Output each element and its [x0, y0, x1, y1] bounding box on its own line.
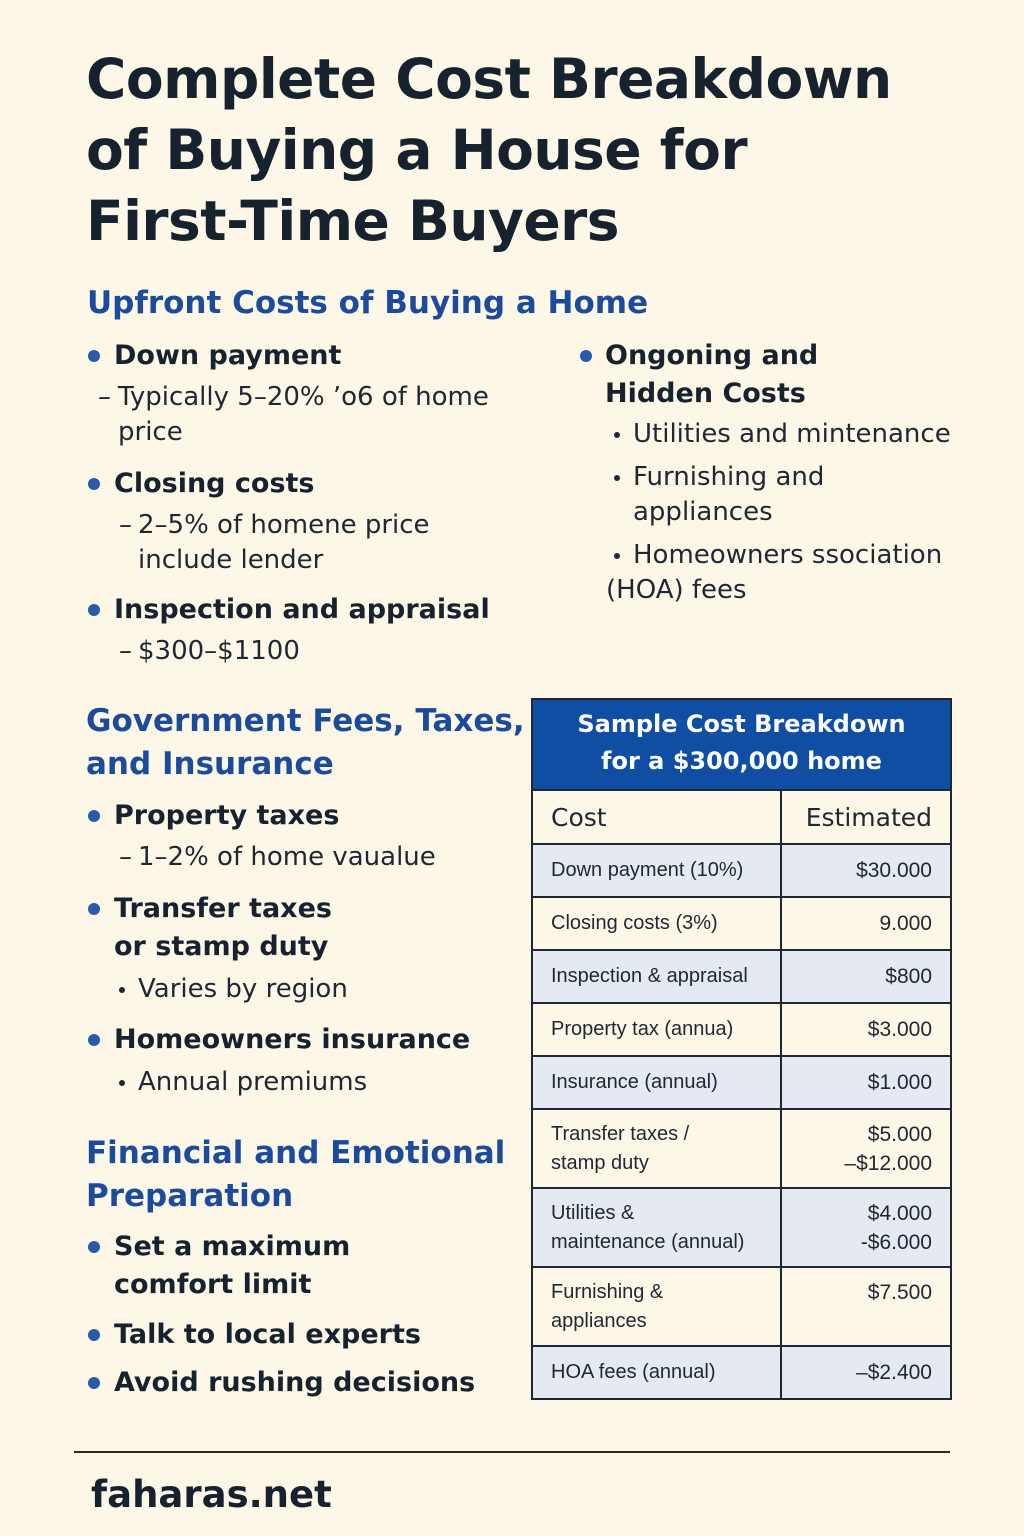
column-header-cost: Cost — [533, 791, 782, 843]
item-detail: Annual premiums — [86, 1065, 526, 1100]
gov-item-property-taxes — [86, 797, 526, 875]
prep-item — [86, 1316, 526, 1354]
bullet-dot-icon — [88, 350, 100, 362]
item-label: Homeowners insurance — [114, 1024, 471, 1055]
dash-icon — [98, 380, 111, 415]
upfront-item-inspection — [86, 591, 526, 669]
upfront-heading: Upfront Costs of Buying a Home — [87, 285, 649, 321]
item-detail: Varies by region — [86, 972, 526, 1007]
estimated-cell: –$2.400 — [856, 1361, 932, 1384]
item-label: Transfer taxes — [114, 893, 332, 924]
footer-site-name: faharas.net — [91, 1473, 332, 1516]
gov-item-transfer-taxes — [86, 890, 526, 1007]
estimated-cell: $4.000 -$6.000 — [860, 1201, 932, 1254]
government-heading: Government Fees, Taxes, and Insurance — [86, 703, 525, 782]
page-title-line: of Buying a House for — [86, 118, 748, 182]
dash-icon — [119, 840, 132, 875]
bullet-dot-icon — [88, 810, 100, 822]
estimated-cell: $5.000 –$12.000 — [844, 1122, 932, 1175]
bullet-dot-icon — [119, 987, 125, 993]
upfront-item-closing-costs — [86, 465, 526, 578]
cost-breakdown-table — [531, 698, 952, 1400]
item-detail: – 2–5% of homene price include lender — [86, 508, 526, 578]
table-header-row — [533, 789, 950, 843]
estimated-cell: 9.000 — [879, 912, 932, 935]
item-label: Hidden Costs — [605, 378, 806, 409]
upfront-item-down-payment — [86, 337, 526, 450]
cost-cell: HOA fees (annual) — [533, 1347, 782, 1398]
prep-item — [86, 1228, 526, 1304]
table-row — [533, 896, 950, 949]
ongoing-item: Homeowners ssociation (HOA) fees — [606, 540, 943, 605]
page-title-line: First-Time Buyers — [86, 189, 620, 253]
cost-cell: Furnishing & appliances — [533, 1268, 782, 1345]
estimated-cell: $800 — [885, 965, 932, 988]
bullet-dot-icon — [614, 553, 620, 559]
bullet-dot-icon — [88, 903, 100, 915]
column-header-estimated: Estimated — [805, 802, 932, 832]
bullet-dot-icon — [88, 1034, 100, 1046]
cost-cell: Closing costs (3%) — [533, 898, 782, 949]
item-detail: – 1–2% of home vaualue — [86, 840, 526, 875]
item-label: Set a maximum — [114, 1231, 351, 1262]
cost-cell: Inspection & appraisal — [533, 951, 782, 1002]
estimated-cell: $30.000 — [856, 859, 932, 882]
table-row — [533, 1345, 950, 1398]
gov-item-insurance — [86, 1021, 526, 1100]
estimated-cell: $7.500 — [867, 1281, 932, 1304]
bullet-dot-icon — [614, 432, 620, 438]
bullet-dot-icon — [88, 478, 100, 490]
bullet-dot-icon — [88, 604, 100, 616]
bullet-dot-icon — [614, 475, 620, 481]
bullet-dot-icon — [88, 1377, 100, 1389]
estimated-cell: $3.000 — [867, 1018, 932, 1041]
table-row — [533, 1187, 950, 1266]
item-detail: – Typically 5–20% ’o6 of home price — [66, 380, 526, 450]
table-row — [533, 843, 950, 896]
item-label: Inspection and appraisal — [114, 594, 490, 625]
cost-cell: Transfer taxes / stamp duty — [533, 1110, 782, 1187]
estimated-cell: $1.000 — [867, 1071, 932, 1094]
item-label: Avoid rushing decisions — [114, 1367, 476, 1398]
preparation-heading: Financial and Emotional Preparation — [86, 1135, 506, 1214]
cost-cell: Insurance (annual) — [533, 1057, 782, 1108]
cost-cell: Down payment (10%) — [533, 845, 782, 896]
dash-icon — [119, 508, 132, 543]
page-title — [86, 44, 966, 257]
table-row — [533, 1266, 950, 1345]
item-label: Closing costs — [114, 468, 315, 499]
ongoing-item: Furnishing and appliances — [578, 460, 978, 530]
item-label: Down payment — [114, 340, 342, 371]
item-label: or stamp duty — [114, 931, 329, 962]
bullet-dot-icon — [88, 1329, 100, 1341]
ongoing-item: Utilities and mintenance — [578, 417, 978, 452]
prep-item — [86, 1364, 526, 1402]
item-detail: – $300–$1100 — [86, 634, 526, 669]
footer-divider — [74, 1451, 950, 1453]
item-label: Property taxes — [114, 800, 340, 831]
ongoing-costs-block — [578, 337, 978, 608]
page-title-line: Complete Cost Breakdown — [86, 47, 892, 111]
dash-icon — [119, 634, 132, 669]
bullet-dot-icon — [119, 1080, 125, 1086]
table-row — [533, 949, 950, 1002]
table-row — [533, 1002, 950, 1055]
item-label: comfort limit — [114, 1269, 312, 1300]
table-row — [533, 1108, 950, 1187]
item-label: Talk to local experts — [114, 1319, 421, 1350]
item-label: Ongoning and — [605, 340, 819, 371]
table-title: Sample Cost Breakdown for a $300,000 home — [533, 700, 950, 789]
bullet-dot-icon — [88, 1241, 100, 1253]
table-row — [533, 1055, 950, 1108]
cost-cell: Utilities & maintenance (annual) — [533, 1189, 782, 1266]
cost-cell: Property tax (annua) — [533, 1004, 782, 1055]
bullet-dot-icon — [580, 350, 592, 362]
